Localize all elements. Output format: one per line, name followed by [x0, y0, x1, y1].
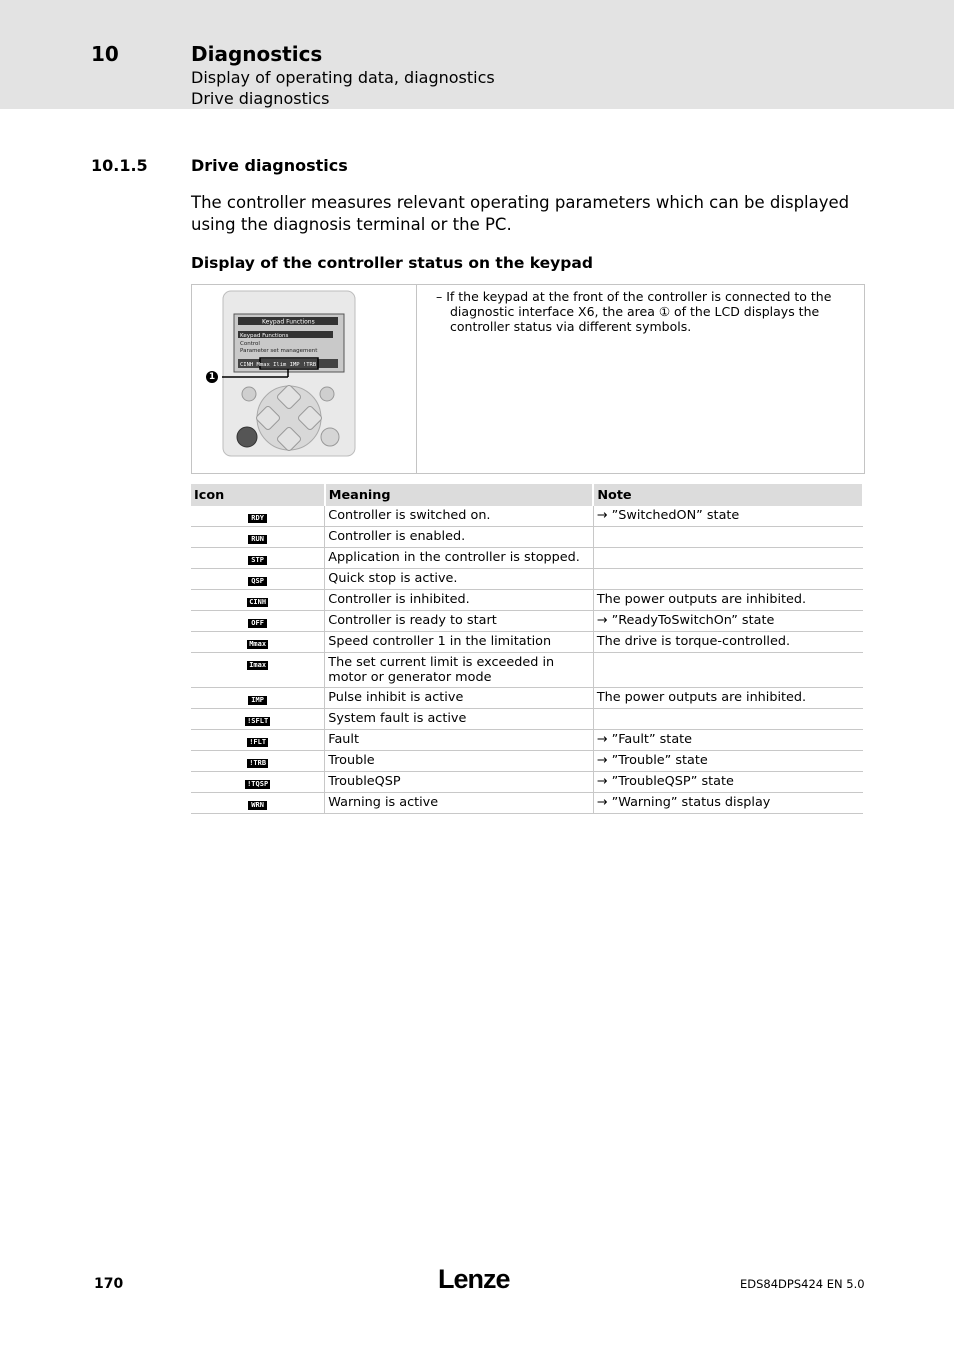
figure-text-line-1: – If the keypad at the front of the controller is connected to the: [436, 289, 832, 304]
meaning-cell: Quick stop is active.: [325, 569, 594, 590]
status-icon: !SFLT: [247, 717, 269, 725]
icon-cell: [191, 506, 325, 527]
note-cell: → ”TroubleQSP” state: [593, 772, 863, 793]
icon-cell: [191, 688, 325, 709]
meaning-cell: Pulse inhibit is active: [325, 688, 594, 709]
note-cell: [593, 653, 863, 688]
column-header-meaning: Meaning: [325, 484, 594, 506]
status-icon: Mmax: [249, 640, 267, 648]
lenze-logo: Lenze: [438, 1264, 510, 1294]
column-header-note: Note: [593, 484, 863, 506]
table-row: [191, 548, 863, 569]
status-icon: RDY: [248, 514, 267, 523]
table-row: [191, 569, 863, 590]
lcd-line-1: Keypad Functions: [240, 333, 289, 339]
icon-cell: [191, 527, 325, 548]
table-row: [191, 611, 863, 632]
meaning-cell: Application in the controller is stopped.: [325, 548, 594, 569]
status-icon-table: [191, 484, 864, 814]
meaning-cell: Controller is enabled.: [325, 527, 594, 548]
meaning-cell: System fault is active: [325, 709, 594, 730]
chapter-number: 10: [91, 42, 119, 66]
meaning-cell: Fault: [325, 730, 594, 751]
figure-description: [436, 289, 836, 334]
table-row: [191, 751, 863, 772]
note-cell: → ”SwitchedON” state: [593, 506, 863, 527]
icon-cell: [191, 590, 325, 611]
lcd-line-3: Parameter set management: [240, 348, 318, 354]
note-cell: → ”Fault” state: [593, 730, 863, 751]
status-icon: !FLT: [249, 738, 267, 746]
note-cell: The drive is torque-controlled.: [593, 632, 863, 653]
note-cell: The power outputs are inhibited.: [593, 590, 863, 611]
icon-cell: [191, 793, 325, 814]
note-cell: → ”Trouble” state: [593, 751, 863, 772]
note-cell: [593, 709, 863, 730]
meaning-cell: TroubleQSP: [325, 772, 594, 793]
keypad-figure: [191, 284, 865, 474]
keypad-heading: Display of the controller status on the keypad: [191, 254, 593, 272]
status-icon: RUN: [248, 535, 267, 544]
table-row: [191, 793, 863, 814]
table-row: [191, 688, 863, 709]
icon-cell: [191, 569, 325, 590]
document-id: EDS84DPS424 EN 5.0: [740, 1277, 865, 1291]
table-row: [191, 590, 863, 611]
icon-cell: [191, 730, 325, 751]
note-cell: → ”Warning” status display: [593, 793, 863, 814]
icon-cell: [191, 751, 325, 772]
icon-cell: [191, 772, 325, 793]
note-cell: → ”ReadyToSwitchOn” state: [593, 611, 863, 632]
meaning-cell: The set current limit is exceeded in motor or generator mode: [325, 653, 594, 688]
section-number: 10.1.5: [91, 156, 148, 175]
lcd-line-2: Control: [240, 341, 260, 347]
table-row: [191, 632, 863, 653]
table-row: [191, 709, 863, 730]
status-icon: QSP: [248, 577, 267, 586]
chapter-header: [0, 0, 954, 109]
lcd-title: Keypad Functions: [262, 318, 315, 326]
table-header-row: [191, 484, 863, 506]
note-cell: The power outputs are inhibited.: [593, 688, 863, 709]
meaning-cell: Controller is inhibited.: [325, 590, 594, 611]
status-icon: CINH: [249, 598, 267, 606]
status-icon: IMP: [248, 696, 267, 705]
chapter-subtitle-1: Display of operating data, diagnostics: [191, 68, 495, 87]
status-icon: WRN: [248, 801, 267, 810]
figure-divider: [416, 285, 417, 473]
status-icon: !TQSP: [247, 780, 269, 788]
table-row: [191, 772, 863, 793]
page-number: 170: [94, 1276, 124, 1292]
figure-text-line-2: diagnostic interface X6, the area ① of the LCD displays the: [450, 304, 820, 319]
status-icon: STP: [248, 556, 267, 565]
figure-marker: 1: [206, 371, 218, 383]
meaning-cell: Trouble: [325, 751, 594, 772]
note-cell: [593, 548, 863, 569]
section-intro: The controller measures relevant operating parameters which can be displayed using the diagnosis terminal or the PC.: [191, 193, 850, 234]
figure-text-line-3: controller status via different symbols.: [450, 319, 692, 334]
meaning-cell: Warning is active: [325, 793, 594, 814]
status-icon: OFF: [248, 619, 267, 628]
icon-cell: [191, 632, 325, 653]
keypad-image: [222, 290, 357, 458]
table-row: [191, 653, 863, 688]
note-cell: [593, 527, 863, 548]
lcd-status: CINH Mmax Ilim IMP !TRB: [240, 362, 317, 368]
table-row: [191, 527, 863, 548]
status-icon: !TRB: [249, 759, 267, 767]
icon-cell: [191, 548, 325, 569]
meaning-cell: Speed controller 1 in the limitation: [325, 632, 594, 653]
icon-cell: [191, 611, 325, 632]
chapter-subtitle-2: Drive diagnostics: [191, 89, 330, 108]
meaning-cell: Controller is ready to start: [325, 611, 594, 632]
table-row: [191, 730, 863, 751]
icon-cell: [191, 653, 325, 688]
table-row: [191, 506, 863, 527]
status-icon: Imax: [249, 661, 267, 669]
column-header-icon: Icon: [191, 484, 325, 506]
section-title: Drive diagnostics: [191, 156, 348, 175]
icon-cell: [191, 709, 325, 730]
meaning-cell: Controller is switched on.: [325, 506, 594, 527]
note-cell: [593, 569, 863, 590]
chapter-title: Diagnostics: [191, 42, 323, 66]
